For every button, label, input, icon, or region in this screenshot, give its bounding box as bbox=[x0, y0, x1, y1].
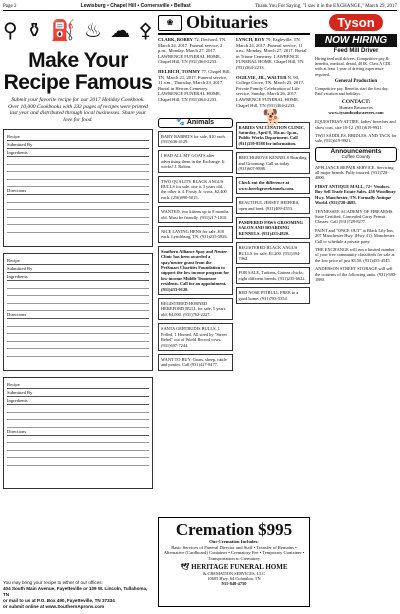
classified-ad: TWO QUALITY BLACK ANGUS BULLS for sale, one is 3 years old, the other is 4. Frosty Jr. cross, $2,400 each. (256)990-5015. bbox=[158, 176, 233, 204]
obituary-list bbox=[158, 37, 310, 112]
obituary-entry bbox=[158, 37, 232, 65]
classified-ad: PAMPERED PAWS GROOMING SALON AND BOARDING KENNELS. (931)433-4820. bbox=[236, 217, 311, 239]
form-line[interactable] bbox=[7, 165, 149, 173]
form-line[interactable] bbox=[7, 349, 149, 357]
cremation-title: Cremation $995 bbox=[175, 520, 293, 539]
address-line2: or mail to us at P.O. Box 490, Fayetteville, TN 37334 bbox=[3, 598, 115, 603]
address-line1: 404 South Main Avenue, Fayetteville or 109 W. Lincoln, Tullahoma, TN bbox=[3, 586, 148, 597]
job-description: Hiring feed mill drivers. Competitive pay & benefits, medical, dental, 401K. Class A CDL with at least 1 year of driving experience required. bbox=[315, 56, 392, 77]
classified-ad: ANDERSON STREET STORAGE will sell the contents of the following units. (931)-580-1880. bbox=[315, 266, 397, 282]
form-line[interactable] bbox=[7, 218, 149, 226]
ingredients-field[interactable]: Ingredients bbox=[7, 397, 149, 405]
blender-icon: ⛽ bbox=[50, 20, 76, 42]
recipe-form-2[interactable] bbox=[3, 253, 153, 371]
form-line[interactable] bbox=[7, 334, 149, 342]
chef-hat-icon: ☁ bbox=[110, 20, 131, 42]
classified-ad: WANT TO BUY: Goats, sheep, cattle and ponies. Call (931)427-8477. bbox=[158, 354, 233, 371]
form-line[interactable] bbox=[7, 443, 149, 451]
recipe-footer bbox=[3, 580, 153, 610]
classified-ad: EQUESTRIAN ATTIRE, ladies' breeches and show coat, size 10-12. (931)619-9921. bbox=[315, 119, 396, 130]
funeral-home-address: 10605 Hwy. 64 Columbia, TN bbox=[207, 576, 261, 582]
announcements-sub: Coffee County bbox=[341, 154, 371, 160]
classified-ad: BEAUTIFUL JERSEY HEIFERS, open and bred. (931)409-4553. bbox=[236, 197, 311, 214]
obituaries-title: Obituaries bbox=[186, 12, 269, 32]
funeral-home-label: HERITAGE FUNERAL HOME bbox=[191, 563, 288, 572]
recipe-field[interactable]: Recipe bbox=[7, 257, 149, 265]
recipe-form-3[interactable] bbox=[3, 377, 153, 489]
contact-head: CONTACT: bbox=[341, 99, 371, 106]
ingredients-field[interactable]: Ingredients bbox=[7, 149, 149, 157]
mixer-icon: ⚱ bbox=[25, 20, 43, 42]
obituary-name: HELBICH, TOMMY bbox=[158, 68, 201, 74]
obituary-text: 72, Dechord, TN. March 24, 2017. Funeral service, 2 p.m., Monday, March 27, 2017. LAWRENCE FUNERAL HOME, Chapel Hill, TN (931)364-2233. bbox=[158, 37, 227, 65]
recipe-contest-ad bbox=[3, 12, 153, 610]
tyson-hiring-ad bbox=[315, 12, 397, 115]
cremation-ad bbox=[158, 517, 310, 607]
whisk-icon: ⚲ bbox=[3, 20, 18, 42]
form-line[interactable] bbox=[7, 342, 149, 350]
pot-icon: ♨ bbox=[83, 20, 102, 42]
recipe-title-line2: Recipe Famous bbox=[3, 71, 153, 94]
obituary-entry bbox=[236, 75, 310, 109]
obituary-name: CLARK, BOBBY bbox=[158, 37, 193, 42]
form-line[interactable] bbox=[7, 281, 149, 289]
recipe-field[interactable]: Recipe bbox=[7, 133, 149, 141]
directions-field[interactable]: Directions bbox=[7, 187, 149, 195]
classified-column-right bbox=[236, 110, 311, 374]
kitchen-icons bbox=[3, 16, 153, 46]
form-line[interactable] bbox=[7, 225, 149, 233]
classified-column-left bbox=[158, 116, 233, 374]
obituary-column-left bbox=[158, 37, 232, 112]
classified-ad: I HAD ALL MY GOATS after advertising them in the Exchange. It works! J. Bolton. bbox=[158, 150, 233, 172]
cremation-includes-head: Our Cremation Includes: bbox=[209, 539, 259, 544]
classified-ad: TWO SADDLES, BRIDLES, AND TACK for sale, (931)619-9921. bbox=[315, 133, 397, 144]
classified-ad: RED NOSE PITBULL FREE to a good home. (931)703-5354. bbox=[236, 287, 311, 304]
general-production-body: Competitive pay. Benefits start the first day. Paid vacation and holidays. bbox=[315, 85, 389, 97]
online-submit[interactable]: or submit online at www.SouthernAprons.com bbox=[3, 604, 105, 609]
funeral-home-name bbox=[161, 563, 307, 571]
obituary-entry bbox=[236, 37, 310, 71]
recipe-intro: Submit your favorite recipe for our 2017 Holiday Cookbook. Over 10,000 Cookbooks with 232 pages of recipes were printed last year and distributed through local businesses. Share your love for food. bbox=[8, 97, 148, 123]
form-line[interactable] bbox=[7, 436, 149, 444]
submitted-by-field[interactable]: Submitted By bbox=[7, 141, 149, 149]
classified-ad: Southern Alliance Spay and Neuter Clinic has been awarded a spay/neuter grant from the PetSmart Charities Foundation to support the low income program for low income Middle Tennessee residents. Call for an appointment. (931)433-0120. bbox=[158, 246, 233, 295]
form-line[interactable] bbox=[7, 413, 149, 421]
classified-ad: BABY RABBITS for sale, $10 each. (931)636-4129. bbox=[158, 131, 233, 148]
form-line[interactable] bbox=[7, 210, 149, 218]
cremation-includes: Basic Services of Funeral Director and Staff • Transfer of Remains • Alternative (Cardboard) Container • Crematory Fee • Temporary Container • Transportation to Crematory bbox=[163, 544, 305, 561]
right-column bbox=[315, 12, 397, 610]
classified-ad: SANTA GERTRUDIS BULLS, 1 Polled, 1 Horned. All sired by "Street Rebel" out of World Record cows. (931)607-7244. bbox=[158, 323, 233, 351]
directions-field[interactable]: Directions bbox=[7, 428, 149, 436]
form-line[interactable] bbox=[7, 304, 149, 312]
flower-icon: ❀ bbox=[158, 15, 182, 31]
form-line[interactable] bbox=[7, 203, 149, 211]
recipe-form-1[interactable] bbox=[3, 129, 153, 247]
classified-ad: BEECHGROVE KENNELS Boarding and Grooming. Call us today. (931)607-9886. bbox=[236, 152, 311, 174]
obituary-text: N. 90, College Grove, TN. March 25, 2017. Private Family Celebration of Life service, Sunday, March 26, 2017. LAWRENCE FUNERAL HOME, Chapel Hill, TN (931)364-2233. bbox=[236, 74, 304, 108]
form-line[interactable] bbox=[7, 405, 149, 413]
form-line[interactable] bbox=[7, 172, 149, 180]
classified-link[interactable]: Check out the difference at www.beechgrovekennels.com. bbox=[236, 177, 311, 194]
dove-icon: 🕊 bbox=[180, 563, 190, 572]
form-line[interactable] bbox=[7, 289, 149, 297]
directions-field[interactable]: Directions bbox=[7, 311, 149, 319]
classified-ad: NICE LAYING HENS for sale, $10 each. Lynchburg, TN. (931)235-5826. bbox=[158, 226, 233, 243]
tyson-logo: Tyson bbox=[329, 14, 382, 31]
paw-icon: 🐾 bbox=[176, 119, 186, 127]
classified-ad: PAINT and "ONCE OUT" at Black Lily Inn, 207 Manchester Hwy. (Hwy 41), Manchester. Call to schedule a private party. bbox=[315, 227, 396, 244]
classified-ad: TENNESSEE ACADEMY OF FIREARMS. State Certified, Concealed Carry Permit Classes. Call (931)728-8277. bbox=[315, 208, 394, 225]
recipe-title-line1: Make Your bbox=[28, 49, 128, 72]
obituary-text: 77, Chapel Hill, TN. March 21, 2017. Funeral service, 11 a.m., Thursday, March 23, 2017. Burial in Herron Cemetery. LAWRENCE FUNERAL HOME, Chapel Hill, TN (931)364-2233. bbox=[158, 68, 231, 102]
obituaries-header bbox=[158, 12, 310, 35]
form-line[interactable] bbox=[7, 157, 149, 165]
utensils-icon: ⚴ bbox=[138, 20, 153, 42]
classified-ad: REGISTERED BLACK ANGUS BULLS for sale, $1,200. (931)394-7062. bbox=[236, 242, 311, 264]
obituary-name: OGILVIE, JR., WALTER bbox=[236, 74, 287, 80]
right-classifieds bbox=[315, 119, 397, 282]
obituary-column-right bbox=[236, 37, 310, 112]
classified-ad: WANTED, two kittens up to 8 months old. Must be friendly. (931)217-1010. bbox=[158, 206, 233, 223]
classified-ad: FIRST ANTIQUE MALL, 72+ Vendors. Buy Sell Trade Estate Sales. 458 Woodbury Hwy. Manchester, TN. Formally Antique World. (931)728-4685. bbox=[315, 183, 396, 206]
form-line[interactable] bbox=[7, 195, 149, 203]
classified-ad: FOR SALE, Turkens, Guinea chicks, eight different breeds. (931)235-6622. bbox=[236, 267, 311, 284]
form-line[interactable] bbox=[7, 420, 149, 428]
general-production-head: General Production bbox=[334, 78, 378, 84]
announcements-header bbox=[315, 147, 397, 162]
submitted-by-field[interactable]: Submitted By bbox=[7, 389, 149, 397]
animals-header bbox=[158, 118, 233, 127]
animal-classifieds bbox=[158, 110, 310, 374]
obituary-entry bbox=[158, 69, 232, 103]
mail-note: You may bring your recipe to either of our offices: bbox=[3, 580, 103, 585]
classified-ad: REGISTERED HORNED HEREFORD BULL for sale, 5 years old. $4,000. (931)762-2227. bbox=[158, 298, 233, 320]
page-number: Page 2 bbox=[3, 3, 17, 9]
funeral-home-phone[interactable]: 931-848-4750 bbox=[221, 581, 247, 587]
ingredients-field[interactable]: Ingredients bbox=[7, 273, 149, 281]
form-line[interactable] bbox=[7, 327, 149, 335]
obituary-text: 79, Eagleville, TN. March 24, 2017. Funeral service, 11 a.m., Monday, March 27, 2017. Burial in Triune Cemetery. LAWRENCE FUNERAL HOME, Chapel Hill, TN (931)364-2233. bbox=[236, 37, 307, 70]
announcements-label: Announcements bbox=[330, 147, 382, 155]
dog-icon: 🐕 bbox=[262, 110, 283, 128]
paper-names: Lewisburg • Chapel Hill • Cornersville • Belfast bbox=[80, 3, 191, 9]
form-line[interactable] bbox=[7, 458, 149, 466]
animals-label: Animals bbox=[186, 119, 215, 127]
recipe-field[interactable]: Recipe bbox=[7, 381, 149, 389]
recipe-title bbox=[3, 50, 153, 94]
submitted-by-field[interactable]: Submitted By bbox=[7, 265, 149, 273]
form-line[interactable] bbox=[7, 180, 149, 188]
form-line[interactable] bbox=[7, 319, 149, 327]
contact-name: Human Resources bbox=[339, 105, 373, 111]
now-hiring-banner: NOW HIRING bbox=[315, 34, 397, 47]
form-line[interactable] bbox=[7, 296, 149, 304]
classified-ad: APPLIANCE REPAIR SERVICE. Servicing all major brands. Fully insured. (931)728-4800. bbox=[315, 164, 394, 181]
page-header bbox=[3, 2, 397, 11]
tyson-careers-link[interactable]: www.tysonfoodscareers.com bbox=[328, 110, 384, 116]
funeral-home-sub: & CREMATION SERVICES, LLC bbox=[202, 571, 266, 577]
classified-ad: RABIES VACCINATION CLINIC, Saturday, April 8, 10a.m.-1p.m., Public Works Department. Call (931)359-8588 for information. bbox=[236, 122, 311, 150]
job-position: Feed Mill Driver bbox=[333, 48, 379, 54]
classified-ad: THE EXCHANGE will run a limited number of your free community classifieds for sale at the low price of just $3.50. (931)455-4545. bbox=[315, 246, 395, 263]
form-line[interactable] bbox=[7, 451, 149, 459]
header-tagline: Thank You For Saying, "I saw it in the EXCHANGE," March 29, 2017 bbox=[254, 3, 397, 9]
middle-column bbox=[158, 12, 310, 610]
obituary-name: LYNCH, ROY bbox=[236, 37, 265, 42]
